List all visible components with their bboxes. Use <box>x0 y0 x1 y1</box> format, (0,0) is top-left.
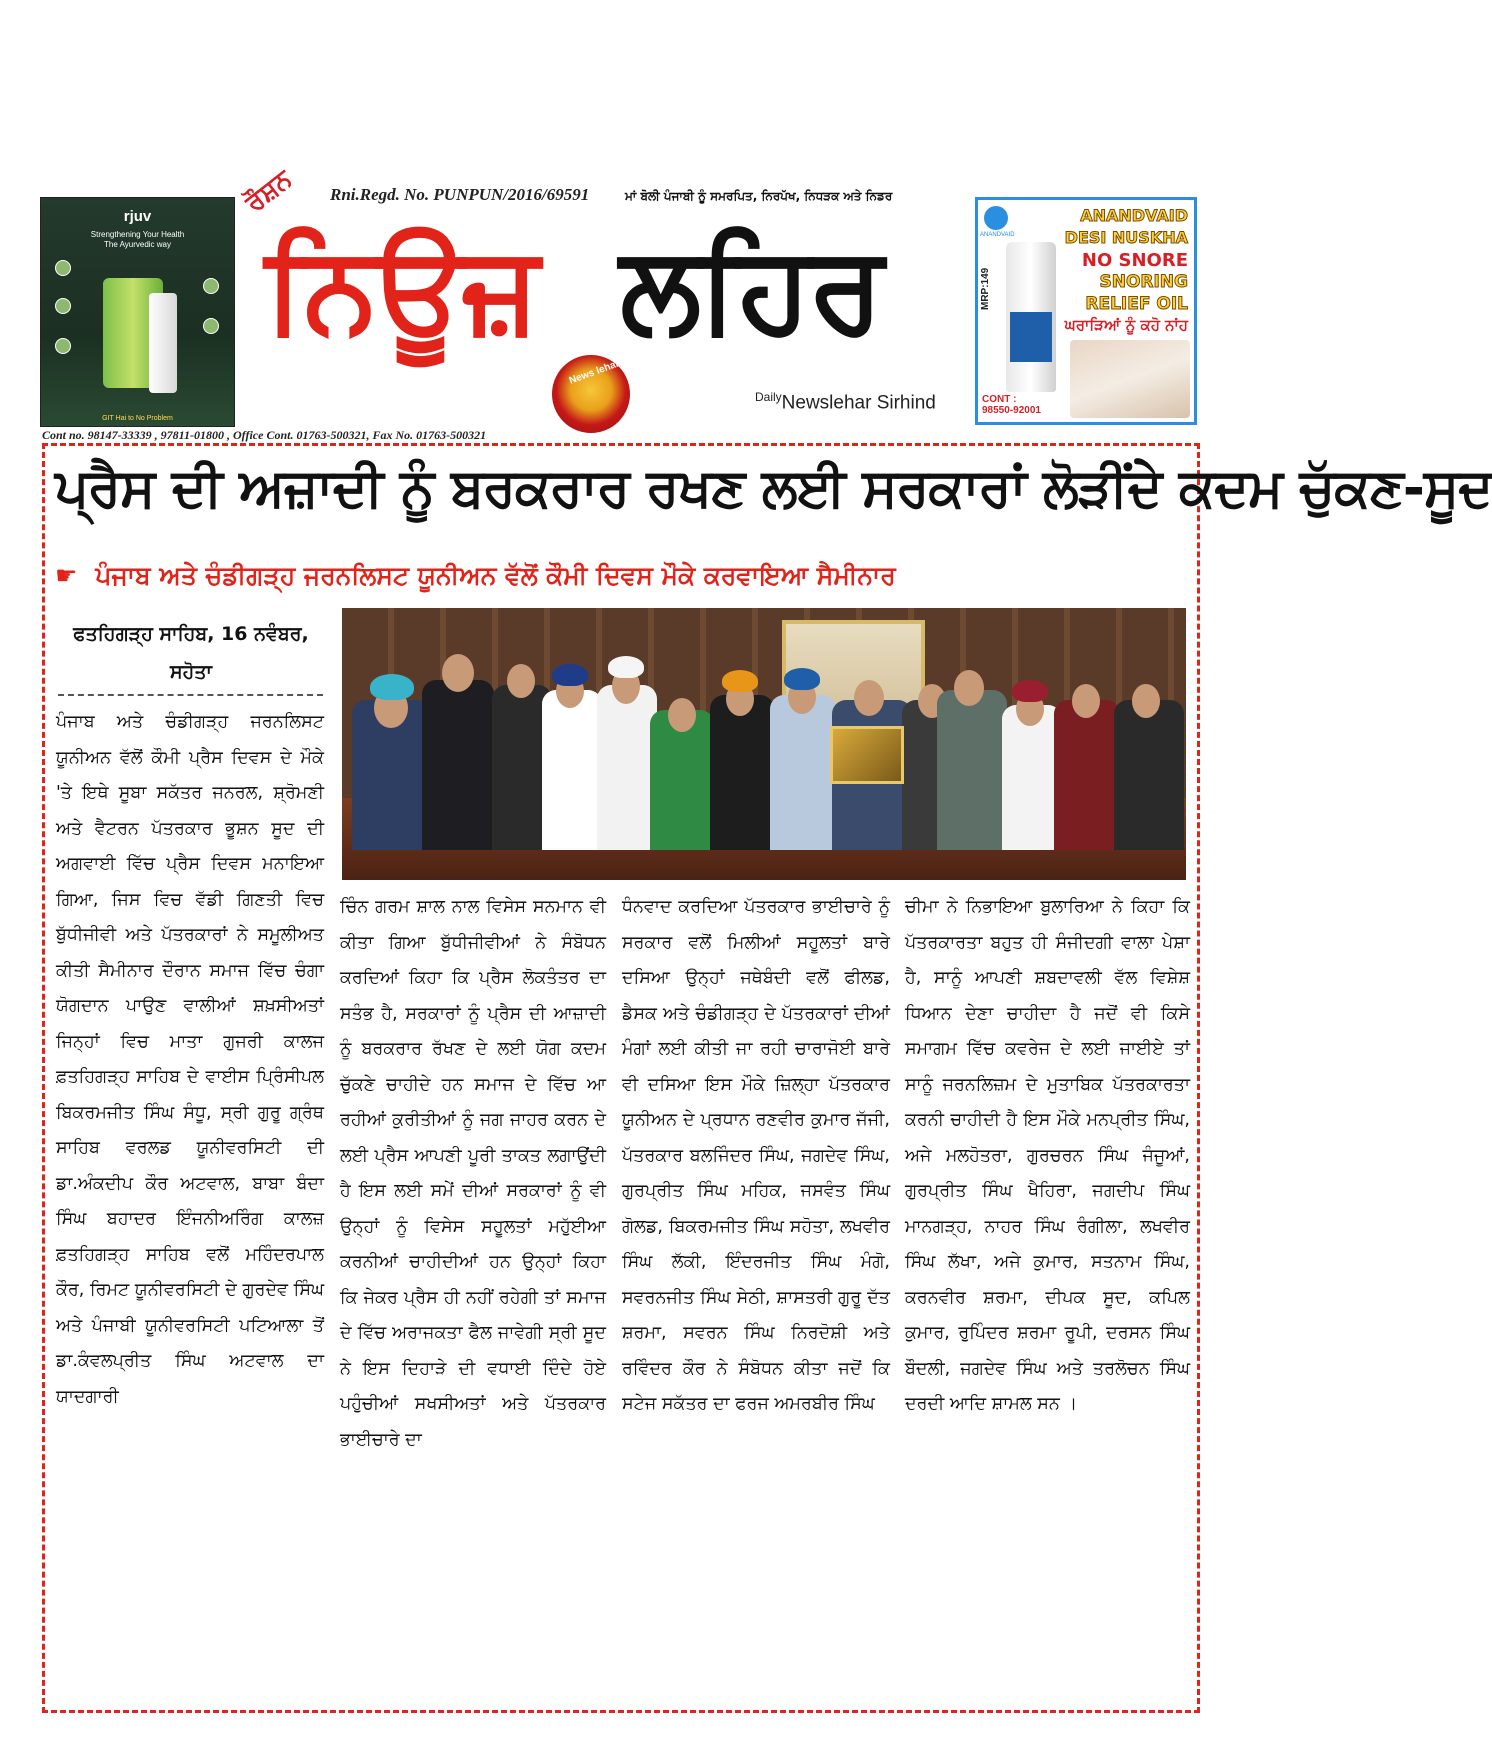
photo-person-head <box>954 670 984 706</box>
pointing-hand-icon: ☛ <box>55 561 78 590</box>
anandvaid-logo-icon <box>984 206 1008 230</box>
column-2-text: ਚਿੰਨ ਗਰਮ ਸ਼ਾਲ ਨਾਲ ਵਿਸੇਸ ਸਨਮਾਨ ਵੀ ਕੀਤਾ ਗਿਆ ਬੁੱਧੀਜੀਵੀਆਂ ਨੇ ਸੰਬੋਧਨ ਕਰਦਿਆਂ ਕਿਹਾ ਕਿ ਪ੍ਰੈਸ ਲੋਕਤੰਤਰ ਦਾ ਸਤੰਭ ਹੈ, ਸਰਕਾਰਾਂ ਨੂੰ ਪ੍ਰੈਸ ਦੀ ਆਜ਼ਾਦੀ ਨੂੰ ਬਰਕਰਾਰ ਰੱਖਣ ਦੇ ਲਈ ਯੋਗ ਕਦਮ ਚੁੱਕਣੇ ਚਾਹੀਦੇ ਹਨ ਸਮਾਜ ਦੇ ਵਿੱਚ ਆ ਰਹੀਆਂ ਕੁਰੀਤੀਆਂ ਨੂੰ ਜਗ ਜਾਹਰ ਕਰਨ ਦੇ ਲਈ ਪ੍ਰੈਸ ਆਪਣੀ ਪੂਰੀ ਤਾਕਤ ਲਗਾਉਂਦੀ ਹੈ ਇਸ ਲਈ ਸਮੇਂ ਦੀਆਂ ਸਰਕਾਰਾਂ ਨੂੰ ਵੀ ਉਨ੍ਹਾਂ ਨੂੰ ਵਿਸੇਸ ਸਹੂਲਤਾਂ ਮਹੁੱਈਆ ਕਰਨੀਆਂ ਚਾਹੀਦੀਆਂ ਹਨ ਉਨ੍ਹਾਂ ਕਿਹਾ ਕਿ ਜੇਕਰ ਪ੍ਰੈਸ ਹੀ ਨਹੀਂ ਰਹੇਗੀ ਤਾਂ ਸਮਾਜ ਦੇ ਵਿੱਚ ਅਰਾਜਕਤਾ ਫੈਲ ਜਾਵੇਗੀ ਸ੍ਰੀ ਸੂਦ ਨੇ ਇਸ ਦਿਹਾੜੇ ਦੀ ਵਧਾਈ ਦਿੰਦੇ ਹੋਏ ਪਹੁੰਚੀਆਂ ਸਖਸੀਅਤਾਂ ਅਤੇ ਪੱਤਰਕਾਰ ਭਾਈਚਾਰੇ ਦਾ <box>340 897 606 1450</box>
right-ad-line-4: SNORING <box>1099 272 1188 292</box>
bottle-label <box>1010 312 1052 362</box>
photo-person <box>1002 705 1062 850</box>
daily-name: Newslehar Sirhind <box>781 392 936 414</box>
right-ad-contact <box>982 394 1041 416</box>
herb-icon <box>203 318 219 334</box>
photo-turban <box>608 656 644 678</box>
masthead-title-red: ਨਿਊਜ਼ <box>265 220 538 359</box>
photo-person <box>770 695 836 850</box>
photo-turban <box>784 668 820 690</box>
logo-text: News lehar <box>567 358 622 387</box>
dateline <box>56 615 326 691</box>
left-ad-tagline-2: The Ayurvedic way <box>104 240 171 249</box>
photo-person <box>542 690 602 850</box>
registration-number: Rni.Regd. No. PUNPUN/2016/69591 <box>330 185 590 204</box>
photo-person <box>1114 700 1184 850</box>
column-3-text: ਧੰਨਵਾਦ ਕਰਦਿਆ ਪੱਤਰਕਾਰ ਭਾਈਚਾਰੇ ਨੂੰ ਸਰਕਾਰ ਵਲੋਂ ਮਿਲੀਆਂ ਸਹੂਲਤਾਂ ਬਾਰੇ ਦਸਿਆ ਉਨ੍ਹਾਂ ਜਥੇਬੰਦੀ ਵਲੋਂ ਫੀਲਡ, ਡੈਸਕ ਅਤੇ ਚੰਡੀਗੜ੍ਹ ਦੇ ਪੱਤਰਕਾਰਾਂ ਦੀਆਂ ਮੰਗਾਂ ਲਈ ਕੀਤੀ ਜਾ ਰਹੀ ਚਾਰਾਜੋਈ ਬਾਰੇ ਵੀ ਦਸਿਆ ਇਸ ਮੌਕੇ ਜ਼ਿਲ੍ਹਾ ਪੱਤਰਕਾਰ ਯੂਨੀਅਨ ਦੇ ਪ੍ਰਧਾਨ ਰਣਵੀਰ ਕੁਮਾਰ ਜੱਜੀ, ਪੱਤਰਕਾਰ ਬਲਜਿੰਦਰ ਸਿੰਘ, ਜਗਦੇਵ ਸਿੰਘ, ਗੁਰਪ੍ਰੀਤ ਸਿੰਘ ਮਹਿਕ, ਜਸਵੰਤ ਸਿੰਘ ਗੋਲਡ, ਬਿਕਰਮਜੀਤ ਸਿੰਘ ਸਹੋਤਾ, ਲਖਵੀਰ ਸਿੰਘ ਲੱਕੀ, ਇੰਦਰਜੀਤ ਸਿੰਘ ਮੰਗੋ, ਸਵਰਨਜੀਤ ਸਿੰਘ ਸੇਠੀ, ਸ਼ਾਸਤਰੀ ਗੁਰੂ ਦੱਤ ਸ਼ਰਮਾ, ਸਵਰਨ ਸਿੰਘ ਨਿਰਦੋਸ਼ੀ ਅਤੇ ਰਵਿੰਦਰ ਕੌਰ ਨੇ ਸੰਬੋਧਨ ਕੀਤਾ ਜਦੋਂ ਕਿ ਸਟੇਜ ਸਕੱਤਰ ਦਾ ਫਰਜ ਅਮਰਬੀਰ ਸਿੰਘ <box>622 897 890 1414</box>
product-bottle <box>149 293 177 393</box>
herb-icon <box>203 278 219 294</box>
right-advertisement[interactable] <box>975 197 1197 425</box>
photo-person <box>1054 700 1120 850</box>
masthead <box>40 164 1200 445</box>
left-ad-tagline <box>41 230 234 250</box>
photo-person-head <box>668 698 696 732</box>
left-advertisement[interactable] <box>40 197 235 427</box>
photo-memento <box>830 726 904 784</box>
right-ad-contact-number: 98550-92001 <box>982 405 1041 416</box>
daily-label <box>755 390 936 414</box>
event-photo <box>342 608 1186 880</box>
photo-person-head <box>442 654 474 692</box>
right-ad-line-2: DESI NUSKHA <box>1064 228 1188 247</box>
article-column-1 <box>56 705 324 1415</box>
article-column-2 <box>340 890 606 1458</box>
news-lehar-logo <box>550 353 632 435</box>
right-ad-line-3: NO SNORE <box>1081 250 1188 271</box>
right-ad-line-5: RELIEF OIL <box>1085 294 1188 314</box>
article-column-4 <box>905 890 1190 1423</box>
contact-numbers: Cont no. 98147-33339 , 97811-01800 , Office Cont. 01763-500321, Fax No. 01763-500321 <box>42 428 487 442</box>
subheadline-text: ਪੰਜਾਬ ਅਤੇ ਚੰਡੀਗੜ੍ਹ ਜਰਨਲਿਸਟ ਯੂਨੀਅਨ ਵੱਲੋਂ ਕੌਮੀ ਦਿਵਸ ਮੌਕੇ ਕਰਵਾਇਆ ਸੈਮੀਨਾਰ <box>95 561 896 590</box>
photo-person-head <box>1132 684 1160 718</box>
byline: ਸਹੋਤਾ <box>170 661 212 683</box>
photo-person-head <box>854 680 884 716</box>
article-subheadline <box>55 558 1195 594</box>
photo-person <box>937 690 1007 850</box>
mrp-label: MRP:149 <box>980 267 991 310</box>
masthead-motto: ਮਾਂ ਬੋਲੀ ਪੰਜਾਬੀ ਨੂੰ ਸਮਰਪਿਤ, ਨਿਰਪੱਖ, ਨਿਧੜਕ ਅਤੇ ਨਿਡਰ <box>625 189 893 203</box>
herb-icon <box>55 260 71 276</box>
column-1-text: ਪੰਜਾਬ ਅਤੇ ਚੰਡੀਗੜ੍ਹ ਜਰਨਲਿਸਟ ਯੂਨੀਅਨ ਵੱਲੋਂ ਕੌਮੀ ਪ੍ਰੈਸ ਦਿਵਸ ਦੇ ਮੌਕੇ 'ਤੇ ਇਥੇ ਸੂਬਾ ਸਕੱਤਰ ਜਨਰਲ, ਸ਼੍ਰੋਮਣੀ ਅਤੇ ਵੈਟਰਨ ਪੱਤਰਕਾਰ ਭੂਸ਼ਨ ਸੂਦ ਦੀ ਅਗਵਾਈ ਵਿੱਚ ਪ੍ਰੈਸ ਦਿਵਸ ਮਨਾਇਆ ਗਿਆ, ਜਿਸ ਵਿਚ ਵੱਡੀ ਗਿਣਤੀ ਵਿਚ ਬੁੱਧੀਜੀਵੀ ਅਤੇ ਪੱਤਰਕਾਰਾਂ ਨੇ ਸਮੂਲੀਅਤ ਕੀਤੀ ਸੈਮੀਨਾਰ ਦੌਰਾਨ ਸਮਾਜ ਵਿੱਚ ਚੰਗਾ ਯੋਗਦਾਨ ਪਾਉਣ ਵਾਲੀਆਂ ਸ਼ਖ਼ਸੀਅਤਾਂ ਜਿਨ੍ਹਾਂ ਵਿਚ ਮਾਤਾ ਗੁਜਰੀ ਕਾਲਜ ਫ਼ਤਹਿਗੜ੍ਹ ਸਾਹਿਬ ਦੇ ਵਾਈਸ ਪ੍ਰਿੰਸੀਪਲ ਬਿਕਰਮਜੀਤ ਸਿੰਘ ਸੰਧੂ, ਸ੍ਰੀ ਗੁਰੂ ਗ੍ਰੰਥ ਸਾਹਿਬ ਵਰਲਡ ਯੂਨੀਵਰਸਿਟੀ ਦੀ ਡਾ.ਅੰਕਦੀਪ ਕੌਰ ਅਟਵਾਲ, ਬਾਬਾ ਬੰਦਾ ਸਿੰਘ ਬਹਾਦਰ ਇੰਜਨੀਅਰਿੰਗ ਕਾਲਜ਼ ਫ਼ਤਹਿਗੜ੍ਹ ਸਾਹਿਬ ਵਲੋਂ ਮਹਿੰਦਰਪਾਲ ਕੌਰ, ਰਿਮਟ ਯੂਨੀਵਰਸਿਟੀ ਦੇ ਗੁਰਦੇਵ ਸਿੰਘ ਅਤੇ ਪੰਜਾਬੀ ਯੂਨੀਵਰਸਿਟੀ ਪਟਿਆਲਾ ਤੋਂ ਡਾ.ਕੰਵਲਪ੍ਰੀਤ ਸਿੰਘ ਅਟਵਾਲ ਦਾ ਯਾਦਗਾਰੀ <box>56 712 324 1407</box>
dateline-divider <box>58 694 323 696</box>
photo-person <box>597 685 657 850</box>
right-ad-line-1: ANANDVAID <box>1080 206 1188 225</box>
photo-turban <box>552 664 588 686</box>
article-column-3 <box>622 890 890 1423</box>
left-ad-tagline-1: Strengthening Your Health <box>90 230 185 239</box>
herb-icon <box>55 338 71 354</box>
daily-prefix: Daily <box>755 390 782 404</box>
masthead-title-black: ਲਹਿਰ <box>620 220 882 359</box>
column-4-text: ਚੀਮਾ ਨੇ ਨਿਭਾਇਆ ਬੁਲਾਰਿਆ ਨੇ ਕਿਹਾ ਕਿ ਪੱਤਰਕਾਰਤਾ ਬਹੁਤ ਹੀ ਸੰਜੀਦਗੀ ਵਾਲਾ ਪੇਸ਼ਾ ਹੈ, ਸਾਨੂੰ ਆਪਣੀ ਸ਼ਬਦਾਵਲੀ ਵੱਲ ਵਿਸ਼ੇਸ਼ ਧਿਆਨ ਦੇਣਾ ਚਾਹੀਦਾ ਹੈ ਜਦੋਂ ਵੀ ਕਿਸੇ ਸਮਾਗਮ ਵਿੱਚ ਕਵਰੇਜ ਦੇ ਲਈ ਜਾਈਏ ਤਾਂ ਸਾਨੂੰ ਜਰਨਲਿਜ਼ਮ ਦੇ ਮੁਤਾਬਿਕ ਪੱਤਰਕਾਰਤਾ ਕਰਨੀ ਚਾਹੀਦੀ ਹੈ ਇਸ ਮੌਕੇ ਮਨਪ੍ਰੀਤ ਸਿੰਘ, ਅਜੇ ਮਲਹੋਤਰਾ, ਗੁਰਚਰਨ ਸਿੰਘ ਜੰਜੂਆਂ, ਗੁਰਪ੍ਰੀਤ ਸਿੰਘ ਖੈਹਿਰਾ, ਜਗਦੀਪ ਸਿੰਘ ਮਾਨਗੜ੍ਹ, ਨਾਹਰ ਸਿੰਘ ਰੰਗੀਲਾ, ਲਖਵੀਰ ਸਿੰਘ ਲੱਖਾ, ਅਜੇ ਕੁਮਾਰ, ਸਤਨਾਮ ਸਿੰਘ, ਕਰਨਵੀਰ ਸ਼ਰਮਾ, ਦੀਪਕ ਸੂਦ, ਕਪਿਲ ਕੁਮਾਰ, ਰੁਪਿੰਦਰ ਸ਼ਰਮਾ ਰੂਪੀ, ਦਰਸਨ ਸਿੰਘ ਬੌਦਲੀ, ਜਗਦੇਵ ਸਿੰਘ ਅਤੇ ਤਰਲੋਚਨ ਸਿੰਘ ਦਰਦੀ ਆਦਿ ਸ਼ਾਮਲ ਸਨ । <box>905 897 1190 1414</box>
photo-person <box>710 695 774 850</box>
right-ad-logo-text: ANANDVAID <box>980 232 1015 238</box>
photo-turban <box>370 674 414 700</box>
photo-turban <box>1012 680 1048 702</box>
dateline-place: ਫਤਹਿਗੜ੍ਹ ਸਾਹਿਬ, 16 ਨਵੰਬਰ, <box>73 623 309 645</box>
right-ad-contact-label: CONT : <box>982 394 1017 405</box>
photo-person-head <box>507 664 535 698</box>
sleeping-couple-image <box>1070 340 1190 418</box>
photo-person-head <box>1072 684 1100 718</box>
photo-turban <box>722 670 758 692</box>
oil-bottle-image <box>1006 242 1056 392</box>
article-headline: ਪ੍ਰੈਸ ਦੀ ਅਜ਼ਾਦੀ ਨੂੰ ਬਰਕਰਾਰ ਰਖਣ ਲਈ ਸਰਕਾਰਾਂ ਲੋੜੀਂਦੇ ਕਦਮ ਚੁੱਕਣ-ਸੂਦ <box>55 458 1492 519</box>
herb-icon <box>55 298 71 314</box>
photo-person <box>422 680 494 850</box>
masthead-prefix: ਰੌਸ਼ਨ <box>240 164 298 219</box>
left-ad-brand: rjuv <box>123 208 152 225</box>
left-ad-footer: GIT Hai to No Problem <box>102 415 173 422</box>
right-ad-line-6: ਘਰਾੜਿਆਂ ਨੂੰ ਕਹੋ ਨਾਂਹ <box>1064 316 1188 334</box>
